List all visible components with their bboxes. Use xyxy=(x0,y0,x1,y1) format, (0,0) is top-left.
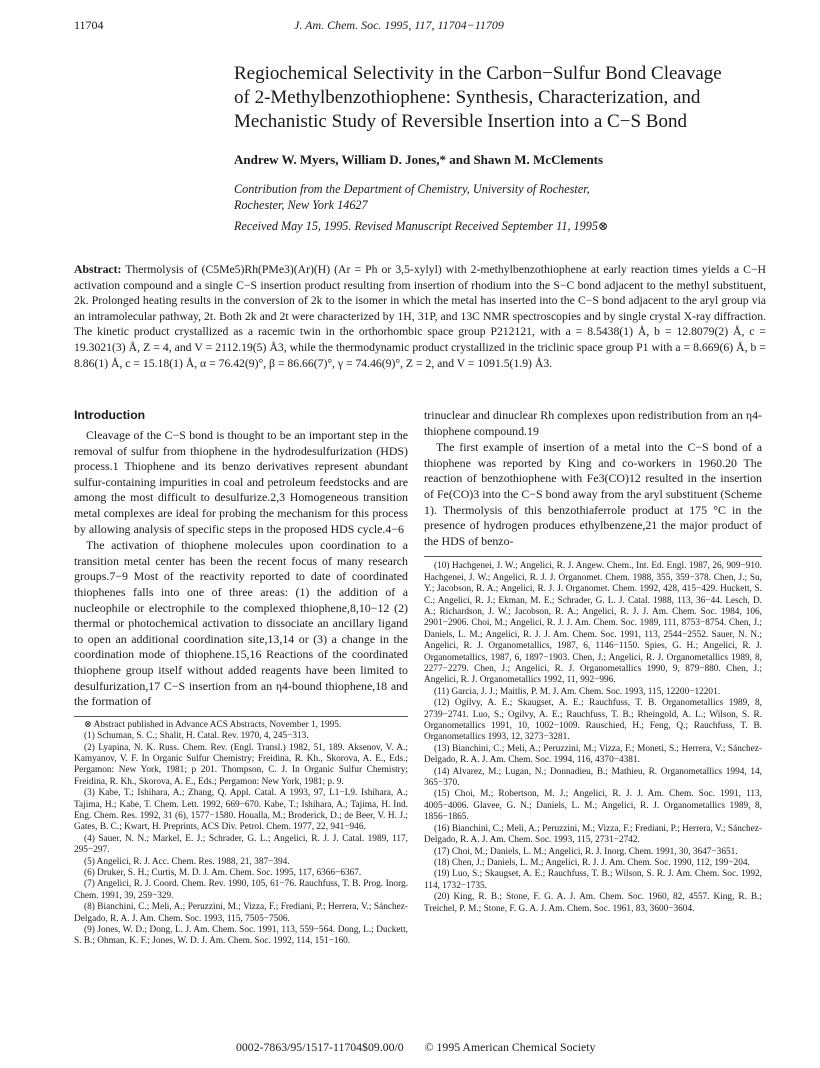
affiliation-line: Rochester, New York 14627 xyxy=(234,198,368,212)
footnote: (13) Bianchini, C.; Meli, A.; Peruzzini, M.; Vizza, F.; Moneti, S.; Herrera, V.; Sánchez-Delgado, R. A. J. Am. Chem. Soc. 1994, 116, 4370−4381. xyxy=(424,743,762,766)
footnote: (12) Ogilvy, A. E.; Skaugset, A. E.; Rauchfuss, T. B. Organometallics 1989, 8, 2739−2741. Luo, S.; Ogilvy, A. E.; Rauchfuss, T. B.; Rheingold, A. L.; Wilson, S. R. Organometallics 1991, 10, 1002−1009. Rauschied, H.; Feng, Q.; Rauchfuss, T. B. Organometallics 1993, 12, 3273−3281. xyxy=(424,698,762,743)
copyright-notice: © 1995 American Chemical Society xyxy=(424,1040,596,1054)
footnote: (11) Garcia, J. J.; Maitlis, P. M. J. Am. Chem. Soc. 1993, 115, 12200−12201. xyxy=(434,686,721,697)
affiliation-line: Contribution from the Department of Chemistry, University of Rochester, xyxy=(234,182,590,196)
footnote-divider xyxy=(424,556,762,557)
article-title xyxy=(234,62,774,134)
author-list: Andrew W. Myers, William D. Jones,* and Shawn M. McClements xyxy=(234,152,604,167)
running-header xyxy=(74,18,774,34)
section-heading-introduction: Introduction xyxy=(74,408,146,422)
journal-citation: J. Am. Chem. Soc. 1995, 117, 11704−11709 xyxy=(294,18,504,32)
abstract-text: Thermolysis of (C5Me5)Rh(PMe3)(Ar)(H) (Ar = Ph or 3,5-xylyl) with 2-methylbenzothiophene at early reaction times yields a C−H activation compound and a single C−S insertion product resulting from insertion of rhodium into the S−C bond adjacent to the methyl substituent, 2k. Prolonged heating results in the conversion of 2k to the isomer in which the metal has inserted into the C−S bond adjacent to the aryl group via an intramolecular pathway, 2t. Both 2k and 2t were characterized by 1H, 31P, and 13C NMR spectroscopies and by single crystal X-ray diffraction. The kinetic product crystallized as a racemic twin in the orthorhombic space group P212121, with a = 8.5438(1) Å, b = 12.8079(2) Å, c = 19.3021(3) Å, Z = 4, and V = 2112.19(5) Å3, while the thermodynamic product crystallized in the triclinic space group P1 with a = 8.669(6) Å, b = 8.86(1) Å, c = 15.18(1) Å, α = 76.42(9)°, β = 86.66(7)°, γ = 74.46(9)°, Z = 2, and V = 1091.5(1.9) Å3. xyxy=(74,263,766,370)
body-paragraph: The activation of thiophene molecules upon coordination to a transition metal center has been the recent focus of many research groups.7−9 Most of the reactivity reported to date of coordinated thiophenes falls into one of three areas: (1) the addition of a nucleophile or electrophile to the complexed thiophene,8,10−12 (2) thermal or photochemical activation to dissociate an ancillary ligand to open an additional coordination site,13,14 or (3) a change in the coordination mode of thiophene.15,16 Reactions of the coordinated thiophene group itself without added reagents have been limited to desulfurization,17 C−S insertion from an η4-bound thiophene,18 and the formation of xyxy=(74,538,408,709)
body-paragraph: Cleavage of the C−S bond is thought to be an important step in the removal of sulfur from thiophene in the hydrodesulfurization (HDS) process.1 Thiophene and its benzo derivatives represent abundant sulfur-containing impurities in coal and petroleum feedstocks and are among the most difficult to desulfurize.2,3 Homogeneous transition metal complexes are ideal for probing the mechanism for this process by allowing analysis of specific steps in the proposed HDS cycle.4−6 xyxy=(74,428,408,536)
footnote-divider xyxy=(74,716,408,717)
footnote: (20) King, R. B.; Stone, F. G. A. J. Am. Chem. Soc. 1960, 82, 4557. King, R. B.; Treichel, P. M.; Stone, F. G. A. J. Am. Chem. Soc. 1961, 83, 3600−3604. xyxy=(424,892,762,914)
footnote: (9) Jones, W. D.; Dong, L. J. Am. Chem. Soc. 1991, 113, 559−564. Dong, L.; Duckett, S. B.; Ohman, K. F.; Jones, W. D. J. Am. Chem. Soc. 1992, 114, 151−160. xyxy=(74,925,408,947)
footnote: (7) Angelici, R. J. Coord. Chem. Rev. 1990, 105, 61−76. Rauchfuss, T. B. Prog. Inorg. Chem. 1991, 39, 259−329. xyxy=(74,879,408,901)
body-paragraph: trinuclear and dinuclear Rh complexes upon redistribution from an η4-thiophene compound.19 xyxy=(424,408,762,438)
left-column xyxy=(74,408,408,948)
footnote: (18) Chen, J.; Daniels, L. M.; Angelici, R. J. J. Am. Chem. Soc. 1990, 112, 199−204. xyxy=(434,857,750,868)
footnotes-right xyxy=(424,561,762,915)
body-paragraph: The first example of insertion of a metal into the C−S bond of a thiophene was reported by King and co-workers in 1960.20 The reaction of benzothiophene with Fe3(CO)12 resulted in the insertion of Fe(CO)3 into the C−S bond away from the aryl substituent (Scheme 1). Thermolysis of this benzothiaferrole product at 175 °C in the presence of hydrogen produces ethylbenzene,21 the major product of the HDS of benzo- xyxy=(424,440,762,548)
footnote: (6) Druker, S. H.; Curtis, M. D. J. Am. Chem. Soc. 1995, 117, 6366−6367. xyxy=(84,867,362,878)
title-line: Mechanistic Study of Reversible Insertion into a C−S Bond xyxy=(234,111,687,132)
footnote: (15) Choi, M.; Robertson, M. J.; Angelici, R. J. J. Am. Chem. Soc. 1991, 113, 4005−4006. Glavee, G. N.; Daniels, L. M.; Angelici, R. J. Organometallics 1989, 8, 1856−1865. xyxy=(424,789,762,823)
affiliation xyxy=(234,181,774,213)
footnote: (8) Bianchini, C.; Meli, A.; Peruzzini, M.; Vizza, F.; Frediani, P.; Herrera, V.; Sánchez-Delgado, R. A. J. Am. Chem. Soc. 1993, 115, 7505−7506. xyxy=(74,902,408,924)
article-code: 0002-7863/95/1517-11704$09.00/0 xyxy=(236,1040,404,1054)
right-column xyxy=(424,408,762,915)
footnote: (16) Bianchini, C.; Meli, A.; Peruzzini, M.; Vizza, F.; Frediani, P.; Herrera, V.; Sánchez-Delgado, R. A. J. Am. Chem. Soc. 1993, 115, 2731−2742. xyxy=(424,823,762,846)
footnote: (14) Alvarez, M.; Lugan, N.; Donnadieu, B.; Mathieu, R. Organometallics 1994, 14, 365−370. xyxy=(424,766,762,789)
title-line: of 2-Methylbenzothiophene: Synthesis, Characterization, and xyxy=(234,87,701,108)
footnote: (17) Choi, M.; Daniels, L. M.; Angelici, R. J. Inorg. Chem. 1991, 30, 3647−3651. xyxy=(434,846,738,857)
footnote: (2) Lyapina, N. K. Russ. Chem. Rev. (Engl. Transl.) 1982, 51, 189. Aksenov, V. A.; Kamyanov, V. F. In Organic Sulfur Chemistry; Freidina, R. Kh., Skorova, A. E., Eds.; Pergamon: New York, 1981; p 201. Thompson, C. J. In Organic Sulfur Chemistry; Freidina, R. Kh., Skorova, A. E., Eds.; Pergamon: New York, 1981; p. 9. xyxy=(74,742,408,787)
footnote: (4) Sauer, N. N.; Markel, E. J.; Schrader, G. L.; Angelici, R. J. J. Catal. 1989, 117, 295−297. xyxy=(74,833,408,856)
footnote: (19) Luo, S.; Skaugset, A. E.; Rauchfuss, T. B.; Wilson, S. R. J. Am. Chem. Soc. 1992, 114, 1732−1735. xyxy=(424,869,762,891)
abstract xyxy=(74,262,766,371)
footnote: (3) Kabe, T.; Ishihara, A.; Zhang, Q. Appl. Catal. A 1993, 97, L1−L9. Ishihara, A.; Tajima, H.; Kabe, T. Chem. Lett. 1992, 669−670. Kabe, T.; Ishihara, A.; Tajima, H. Ind. Eng. Chem. Res. 1992, 31 (6), 1577−1580. Houalla, M.; Broderick, D.; de Beer, V. H. J.; Gates, B. C.; Kwart, H. Preprints, ACS Div. Petrol. Chem. 1977, 22, 941−946. xyxy=(74,788,408,833)
page-number: 11704 xyxy=(74,18,104,32)
footnote: (10) Hachgenei, J. W.; Angelici, R. J. Angew. Chem., Int. Ed. Engl. 1987, 26, 909−910. Hachgenei, J. W.; Angelici, R. J. J. Organomet. Chem. 1988, 355, 359−378. Chen, J.; Su, Y.; Jacobson, R. A.; Angelici, R. J. J. Organomet. Chem. 1992, 428, 415−429. Huckett, S. C.; Angelici, R. J.; Ekman, M. E.; Schrader, G. L. J. Catal. 1988, 113, 36−44. Lesch, D. A.; Richardson, J. W.; Jacobson, R. A.; Angelici, R. J. J. Am. Chem. Soc. 1984, 106, 2901−2906. Choi, M.; Angelici, R. J. J. Am. Chem. Soc. 1989, 111, 8753−8754. Chen, J.; Daniels, L. M.; Angelici, R. J. J. Am. Chem. Soc. 1991, 113, 2544−2552. Sauer, N. N.; Angelici, R. J. Organometallics, 1987, 6, 1146−1150. Spies, G. H.; Angelici, R. J. Organometallics, 1987, 6, 1897−1903. Chen, J.; Angelici, R. J. Organometallics 1989, 8, 2277−2279. Chen, J.; Angelici, R. J. Organometallics 1990, 9, 879−880. Chen, J.; Angelici, R. J. Organometallics 1992, 11, 992−996. xyxy=(424,561,762,686)
title-line: Regiochemical Selectivity in the Carbon−Sulfur Bond Cleavage xyxy=(234,63,722,84)
footnotes-left xyxy=(74,720,408,948)
received-dates: Received May 15, 1995. Revised Manuscript Received September 11, 1995⊗ xyxy=(234,219,609,233)
footnote: ⊗ Abstract published in Advance ACS Abstracts, November 1, 1995. xyxy=(84,719,342,730)
page-footer xyxy=(236,1040,756,1055)
footnote: (5) Angelici, R. J. Acc. Chem. Res. 1988, 21, 387−394. xyxy=(84,856,290,867)
abstract-label: Abstract: xyxy=(74,263,122,276)
footnote: (1) Schuman, S. C.; Shalit, H. Catal. Rev. 1970, 4, 245−313. xyxy=(84,731,309,742)
